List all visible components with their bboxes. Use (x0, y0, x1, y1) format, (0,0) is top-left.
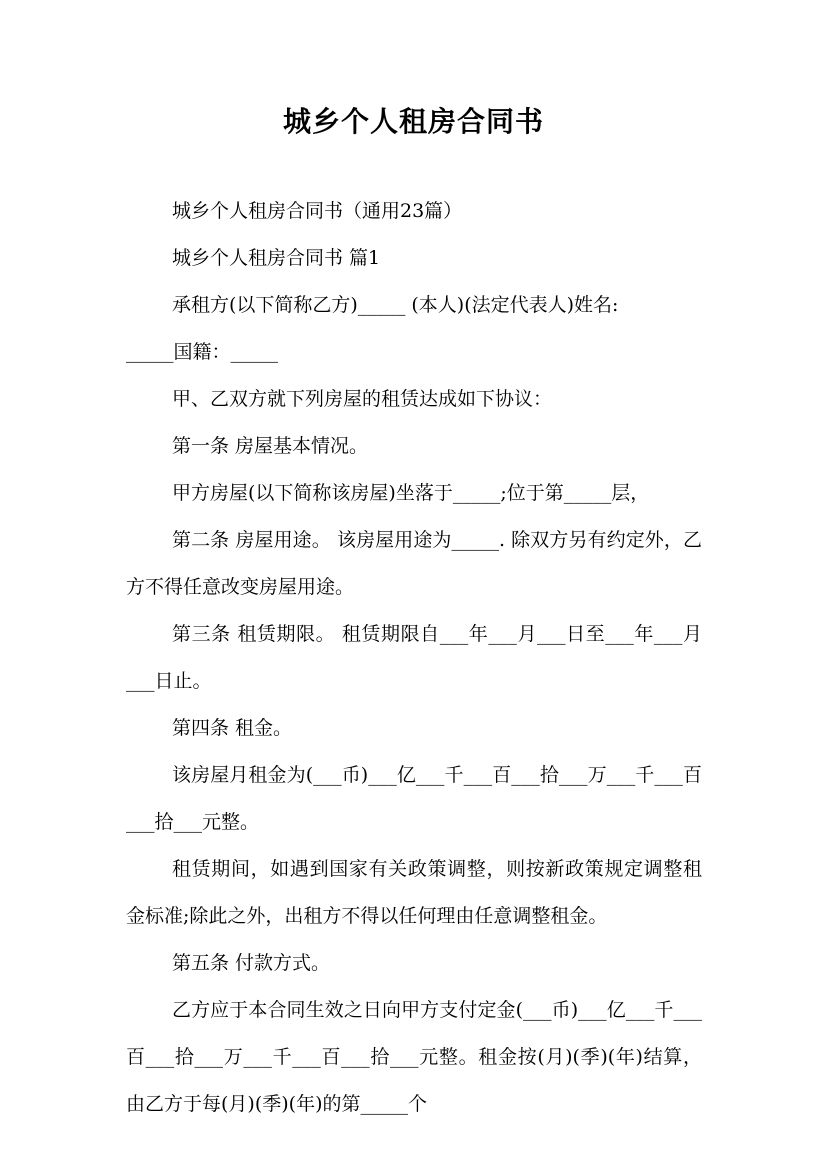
document-paragraph: 甲方房屋(以下简称该房屋)坐落于_____;位于第_____层， (172, 482, 650, 504)
document-paragraph: 第三条 租赁期限。 租赁期限自___年___月___日至___年___月___日止。 (126, 623, 702, 692)
document-paragraph: 乙方应于本合同生效之日向甲方支付定金(___币)___亿___千___百___拾___万___千___百___拾___元整。租金按(月)(季)(年)结算，由乙方于每(月)(季)(年)的第_____个 (126, 999, 702, 1115)
document-paragraph: 第五条 付款方式。 (172, 952, 331, 974)
document-paragraph: 该房屋月租金为(___币)___亿___千___百___拾___万___千___百___拾___元整。 (126, 764, 702, 833)
document-paragraph: 城乡个人租房合同书 篇1 (172, 247, 381, 269)
document-body (126, 188, 702, 1128)
document-paragraph: 第四条 租金。 (172, 717, 293, 739)
document-paragraph: 城乡个人租房合同书（通用23篇） (172, 200, 463, 222)
document-paragraph: 第二条 房屋用途。 该房屋用途为_____. 除双方另有约定外，乙方不得任意改变房屋用途。 (126, 529, 702, 598)
document-paragraph: 甲、乙双方就下列房屋的租赁达成如下协议： (172, 388, 553, 410)
document-paragraph: 第一条 房屋基本情况。 (172, 435, 369, 457)
document-paragraph: _____国籍：_____ (126, 341, 279, 363)
document-paragraph: 租赁期间，如遇到国家有关政策调整，则按新政策规定调整租金标准;除此之外，出租方不得以任何理由任意调整租金。 (126, 858, 702, 927)
page-title: 城乡个人租房合同书 (282, 105, 544, 138)
document-paragraph: 承租方(以下简称乙方)_____ (本人)(法定代表人)姓名: (172, 294, 619, 316)
